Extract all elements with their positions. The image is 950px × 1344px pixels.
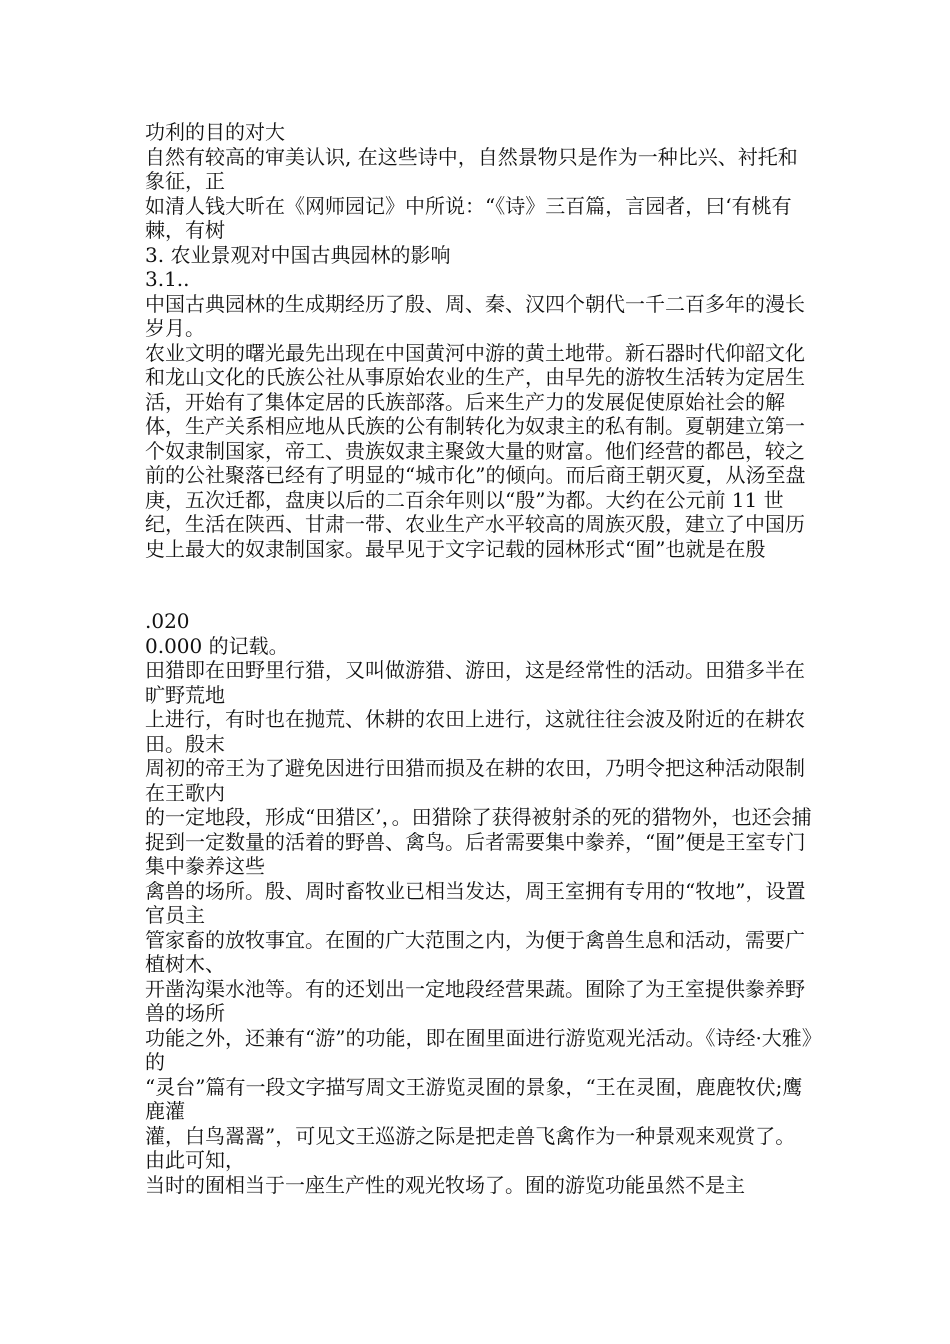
paragraph-line: 灌，白鸟翯翯”，可见文王巡游之际是把走兽飞禽作为一种景观来观赏了。由此可知， xyxy=(145,1123,796,1172)
document-body xyxy=(145,120,813,1197)
paragraph-line: 周初的帝王为了避免因进行田猎而损及在耕的农田，乃明令把这种活动限制在王歌内 xyxy=(145,756,805,805)
paragraph-line: 禽兽的场所。殷、周时畜牧业已相当发达，周王室拥有专用的“牧地”，设置官员主 xyxy=(145,878,806,927)
paragraph-line: 田猎即在田野里行猎，又叫做游猎、游田，这是经常性的活动。田猎多半在旷野荒地 xyxy=(145,658,805,707)
paragraph-line: 开凿沟渠水池等。有的还划出一定地段经营果蔬。囿除了为王室提供豢养野兽的场所 xyxy=(145,976,805,1025)
subsection-heading: 3.1.. xyxy=(145,267,190,291)
paragraph-line: 功利的目的对大 xyxy=(145,120,285,144)
paragraph-line: 功能之外，还兼有“游”的功能，即在囿里面进行游览观光活动。《诗经·大雅》的 xyxy=(145,1025,812,1074)
paragraph-line: 当时的囿相当于一座生产性的观光牧场了。囿的游览功能虽然不是主 xyxy=(145,1172,745,1197)
paragraph-line: 如清人钱大昕在《网师园记》中所说：“《诗》三百篇，言园者，曰‘有桃有棘，有树 xyxy=(145,193,792,242)
paragraph-line: 自然有较高的审美认识, 在这些诗中，自然景物只是作为一种比兴、衬托和象征，正 xyxy=(145,144,798,193)
paragraph-line: 上进行，有时也在抛荒、休耕的农田上进行，这就往往会波及附近的在耕农田。殷末 xyxy=(145,707,805,756)
paragraph-line: .020 xyxy=(145,609,190,633)
paragraph-line: 管家畜的放牧事宜。在囿的广大范围之内，为便于禽兽生息和活动，需要广植树木、 xyxy=(145,927,805,976)
paragraph-line: “灵台”篇有一段文字描写周文王游览灵囿的景象，“王在灵囿，鹿鹿牧伏;鹰鹿灌 xyxy=(145,1074,803,1123)
paragraph: 中国古典园林的生成期经历了殷、周、秦、汉四个朝代一千二百多年的漫长岁月。 xyxy=(145,291,805,340)
paragraph: 农业文明的曙光最先出现在中国黄河中游的黄土地带。新石器时代仰韶文化和龙山文化的氏族公社从事原始农业的生产，由早先的游牧生活转为定居生活，开始有了集体定居的氏族部落。后来生产力的发展促使原始社会的解体，生产关系相应地从氏族的公有制转化为奴隶主的私有制。夏朝建立第一个奴隶制国家，帝工、贵族奴隶主聚敛大量的财富。他们经营的都邑，较之前的公社聚落已经有了明显的“城市化”的倾向。而后商王朝灭夏，从汤至盘庚，五次迁都，盘庚以后的二百余年则以“殷”为都。大约在公元前 11 世纪，生活在陕西、甘肃一带、农业生产水平较高的周族灭殷，建立了中国历史上最大的奴隶制国家。最早见于文字记载的园林形式“囿”也就是在殷 xyxy=(145,340,806,561)
paragraph-line: 0.000 的记载。 xyxy=(145,633,289,658)
page-gap xyxy=(145,561,813,609)
paragraph-line: 的一定地段，形成“田猎区’，。田猎除了获得被射杀的死的猎物外，也还会捕捉到一定数量的活着的野兽、禽鸟。后者需要集中豢养，“囿”便是王室专门集中豢养这些 xyxy=(145,805,812,878)
section-heading: 3. 农业景观对中国古典园林的影响 xyxy=(145,242,451,267)
